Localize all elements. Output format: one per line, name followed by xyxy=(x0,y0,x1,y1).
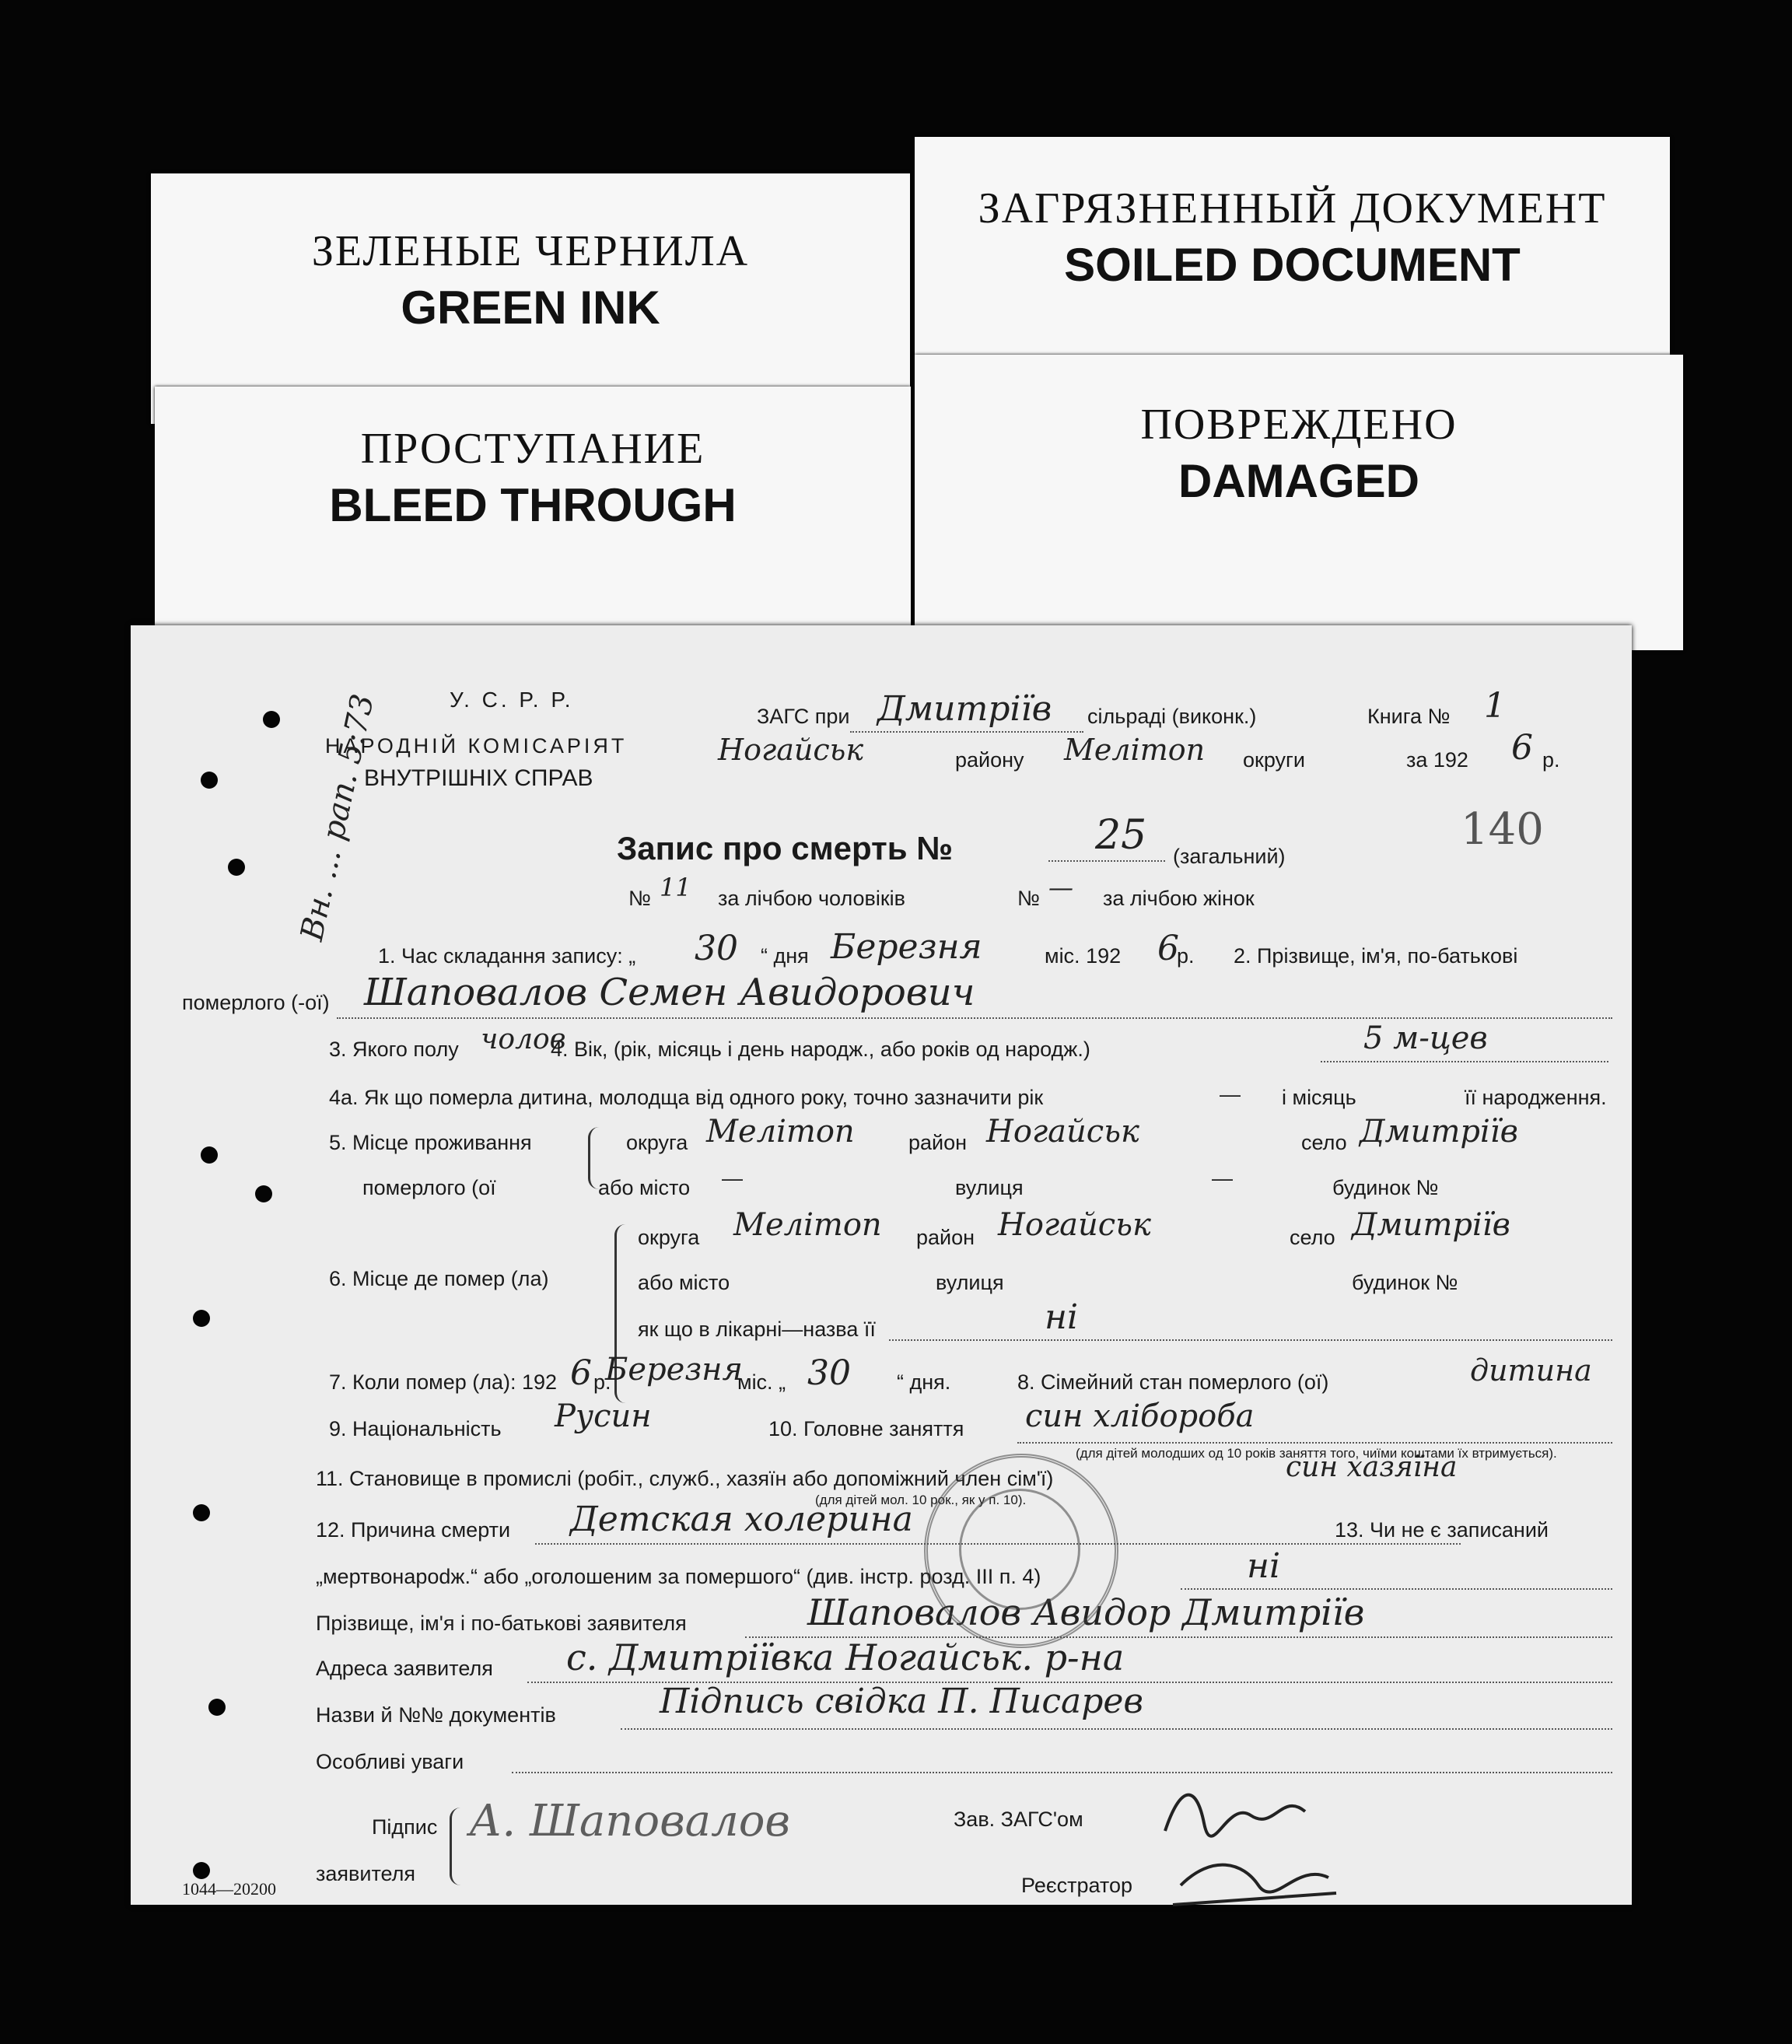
r6-misto: або місто xyxy=(638,1271,730,1294)
r5-okrug-value: Мелітоп xyxy=(706,1114,855,1150)
r6-budynok: будинок № xyxy=(1352,1271,1458,1294)
district-label: району xyxy=(955,748,1024,772)
district-value: Ногайськ xyxy=(718,733,864,767)
address-value: с. Дмитріївка Ногайськ. р-на xyxy=(566,1636,1125,1678)
r9-label: 9. Національність xyxy=(329,1417,502,1440)
record-title: Запис про смерть № xyxy=(617,830,953,866)
r7-year: 6 xyxy=(570,1353,592,1393)
docs-label: Назви й №№ документів xyxy=(316,1703,556,1727)
record-number: 25 xyxy=(1095,812,1147,859)
r5-vulytsia-value: — xyxy=(1212,1167,1233,1190)
female-label: за лічбою жінок xyxy=(1103,887,1255,910)
r7-day-suffix: “ дня. xyxy=(897,1370,951,1394)
r10-label: 10. Головне заняття xyxy=(768,1417,964,1440)
field-line xyxy=(1017,1442,1612,1444)
okrug-label: округи xyxy=(1243,748,1305,772)
death-record-form xyxy=(131,625,1632,1905)
r6-hospital-value: ні xyxy=(1045,1297,1079,1337)
r11-note: (для дітей мол. 10 рок., як у п. 10). xyxy=(815,1493,1027,1507)
r5-label-1: 5. Місце проживання xyxy=(329,1131,532,1154)
r11-label: 11. Становище в промислі (робіт., служб., хазяїн або допоміжний член сім'ї) xyxy=(316,1467,1054,1490)
r1-day-suffix: “ дня xyxy=(761,944,809,968)
ministry-line-2: ВНУТРІШНІХ СПРАВ xyxy=(364,765,593,791)
r2-label: 2. Прізвище, ім'я, по-батькові xyxy=(1234,944,1518,968)
r9-value: Русин xyxy=(555,1398,652,1434)
card-en-text: BLEED THROUGH xyxy=(329,479,737,531)
punch-hole xyxy=(208,1699,226,1716)
field-line xyxy=(850,731,1083,733)
r4-label: 4. Вік, (рік, місяць і день народж., або років од народж.) xyxy=(551,1038,1090,1061)
card-en-text: GREEN INK xyxy=(401,282,660,334)
field-line xyxy=(1181,1588,1612,1590)
card-ru-text: ПОВРЕЖДЕНО xyxy=(1140,401,1458,449)
punch-hole xyxy=(255,1185,272,1202)
punch-hole xyxy=(193,1504,210,1521)
male-label: за лічбою чоловіків xyxy=(718,887,906,910)
r11-value: син хазяїна xyxy=(1286,1451,1458,1483)
r6-rayon: район xyxy=(916,1226,975,1249)
punch-hole xyxy=(263,711,280,728)
address-label: Адреса заявителя xyxy=(316,1657,493,1680)
punch-hole xyxy=(228,859,245,876)
okrug-value: Мелітоп xyxy=(1064,733,1206,767)
punch-hole xyxy=(201,1146,218,1164)
r1-year: 6 xyxy=(1157,929,1179,968)
year-value: 6 xyxy=(1511,728,1533,768)
zav-label: Зав. ЗАГС'ом xyxy=(954,1808,1083,1831)
card-ru-text: ПРОСТУПАНИЕ xyxy=(360,425,705,473)
r10-value: син хлібороба xyxy=(1025,1398,1255,1434)
r10-note: (для дітей молодших од 10 років заняття того, чиїми коштами їх втримується). xyxy=(1076,1446,1557,1461)
zags-label: ЗАГС при xyxy=(757,705,850,728)
field-line xyxy=(889,1339,1612,1341)
book-label: Книга № xyxy=(1367,705,1451,728)
field-line xyxy=(1048,860,1165,862)
r6-selo: село xyxy=(1290,1226,1335,1249)
r7-month: Березня xyxy=(605,1352,743,1388)
r5-rayon-value: Ногайськ xyxy=(986,1114,1139,1150)
official-stamp xyxy=(924,1454,1118,1648)
r3-label: 3. Якого полу xyxy=(329,1038,459,1061)
r5-selo-value: Дмитріїв xyxy=(1360,1114,1518,1150)
label-card-damaged xyxy=(915,355,1683,650)
record-general: (загальний) xyxy=(1173,845,1286,868)
card-ru-text: ЗАГРЯЗНЕННЫЙ ДОКУМЕНТ xyxy=(978,184,1607,233)
r8-value: дитина xyxy=(1470,1353,1592,1388)
print-code: 1044—20200 xyxy=(182,1879,276,1899)
year-label: за 192 xyxy=(1406,748,1468,772)
r5-label-2: померлого (ої xyxy=(362,1176,496,1199)
r3-value: чолов xyxy=(481,1024,566,1055)
sign-label-1: Підпис xyxy=(372,1815,438,1839)
r7-month-suffix: міс. „ xyxy=(737,1370,786,1394)
r1-month-suffix: міс. 192 xyxy=(1045,944,1122,968)
punch-hole xyxy=(193,1310,210,1327)
r5-misto-value: — xyxy=(722,1167,743,1190)
label-card-bleed-through xyxy=(155,387,911,643)
official-signature xyxy=(1150,1769,1352,1916)
applicant-signature: А. Шаповалов xyxy=(469,1796,791,1846)
margin-note: Вн. ... рап. 5:73 xyxy=(294,691,382,944)
r13-value: ні xyxy=(1247,1546,1281,1586)
r13-label: 13. Чи не є записаний xyxy=(1335,1518,1549,1542)
r4a-month-label: і місяць xyxy=(1282,1086,1356,1109)
council-label: сільраді (виконк.) xyxy=(1087,705,1257,728)
card-en-text: SOILED DOCUMENT xyxy=(1064,239,1521,291)
docs-value: Підпись свідка П. Писарев xyxy=(660,1682,1144,1721)
field-line xyxy=(512,1772,1612,1773)
applicant-label: Прізвище, ім'я і по-батькові заявителя xyxy=(316,1612,687,1635)
field-line xyxy=(621,1728,1612,1730)
applicant-value: Шаповалов Авидор Дмитріїв xyxy=(807,1591,1365,1633)
r13-text: „мертвонарodж.“ або „оголошеним за помершого“ (див. інстр. розд. III п. 4) xyxy=(316,1565,1041,1588)
r8-label: 8. Сімейний стан померлого (ої) xyxy=(1017,1370,1329,1394)
ministry-line-1: НАРОДНІЙ КОМІСАРІЯТ xyxy=(325,734,628,758)
r12-value: Детская холерина xyxy=(570,1500,913,1539)
notes-label: Особливі уваги xyxy=(316,1750,464,1773)
r5-budynok: будинок № xyxy=(1332,1176,1439,1199)
r4-value: 5 м-цев xyxy=(1363,1020,1488,1056)
r4a-year: — xyxy=(1220,1083,1241,1106)
r6-vulytsia: вулиця xyxy=(936,1271,1004,1294)
r1-label: 1. Час складання запису: „ xyxy=(378,944,636,968)
page-number: 140 xyxy=(1461,804,1544,855)
r1-year-suffix: р. xyxy=(1177,944,1195,968)
r5-okrug: округа xyxy=(626,1131,688,1154)
r4a-suffix: її народження. xyxy=(1465,1086,1607,1109)
sign-label-2: заявителя xyxy=(316,1862,415,1885)
r12-label: 12. Причина смерти xyxy=(316,1518,511,1542)
r5-vulytsia: вулиця xyxy=(955,1176,1024,1199)
r6-label: 6. Місце де помер (ла) xyxy=(329,1267,549,1290)
r5-selo: село xyxy=(1301,1131,1347,1154)
r4a-label: 4а. Як що померла дитина, молодща від одного року, точно зазначити рік xyxy=(329,1086,1044,1109)
male-num-label: № xyxy=(628,887,651,910)
r1-day: 30 xyxy=(695,929,738,968)
r5-rayon: район xyxy=(908,1131,968,1154)
punch-hole xyxy=(193,1862,210,1879)
card-ru-text: ЗЕЛЕНЫЕ ЧЕРНИЛА xyxy=(311,227,750,275)
field-line xyxy=(1321,1061,1608,1062)
r7-day: 30 xyxy=(807,1353,851,1393)
r7-year-suffix: р. xyxy=(593,1370,611,1394)
label-card-soiled xyxy=(915,137,1670,386)
card-en-text: DAMAGED xyxy=(1178,455,1419,507)
brace xyxy=(450,1808,463,1885)
field-line xyxy=(337,1017,1612,1019)
r2-prefix: померлого (-ої) xyxy=(182,991,330,1014)
r5-misto: або місто xyxy=(598,1176,691,1199)
r6-okrug: округа xyxy=(638,1226,700,1249)
r6-rayon-value: Ногайськ xyxy=(998,1207,1151,1243)
male-num-value: 11 xyxy=(660,873,691,902)
r7-label: 7. Коли помер (ла): 192 xyxy=(329,1370,558,1394)
r1-month: Березня xyxy=(831,927,982,967)
book-value: 1 xyxy=(1484,686,1506,726)
r6-hospital: як що в лікарні—назва її xyxy=(638,1318,876,1341)
country-abbr: У. С. Р. Р. xyxy=(450,688,574,712)
female-num-value: — xyxy=(1048,873,1073,902)
r6-selo-value: Дмитріїв xyxy=(1352,1207,1510,1243)
female-num-label: № xyxy=(1017,887,1040,910)
zags-value: Дмитріїв xyxy=(877,689,1052,729)
punch-hole xyxy=(201,772,218,789)
r6-okrug-value: Мелітоп xyxy=(733,1207,882,1243)
r2-value: Шаповалов Семен Авидорович xyxy=(364,971,975,1014)
year-suffix: р. xyxy=(1542,748,1560,772)
reg-label: Реєстратор xyxy=(1021,1874,1133,1897)
